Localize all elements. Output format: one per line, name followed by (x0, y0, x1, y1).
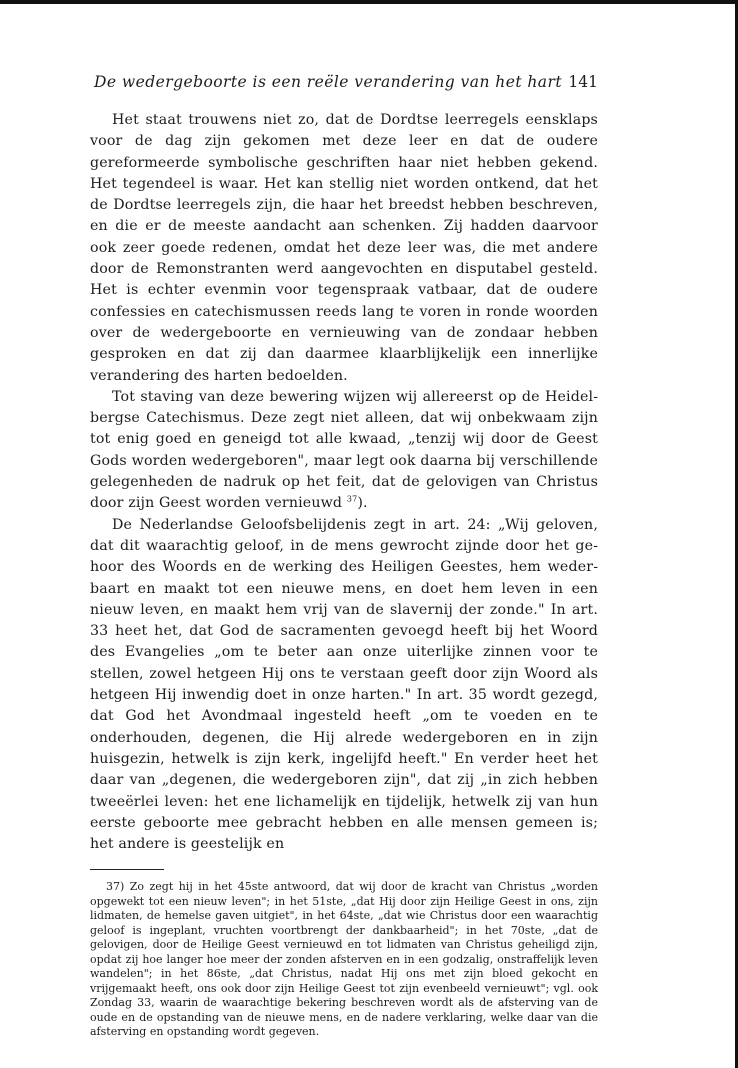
page-number: 141 (568, 73, 598, 91)
paragraph-text: Het staat trouwens niet zo, dat de Dordtse leerregels eensklaps voor de dag zijn gekomen met deze leer en dat de oudere gereformeerde symbolische geschriften haar niet hebben gekend. Het tegendeel is waar. Het kan stellig niet worden ontkend, dat het de Dordtse leerregels zijn, die haar het breedst hebben beschreven, en die er de meeste aandacht aan schenken. Zij hadden daarvoor ook zeer goede redenen, omdat het deze leer was, die met andere door de Remonstranten werd aangevochten en disputabel gesteld. Het is echter evenmin voor tegenspraak vatbaar, dat de oudere confessies en catechismussen reeds lang te voren in ronde woorden over de wedergeboorte en vernieuwing van de zondaar hebben gesproken en dat zij dan daarmee klaarblijkelijk een innerlijke verandering des harten bedoelden. (90, 112, 598, 384)
body-text (90, 110, 598, 855)
footnote-text: Zo zegt hij in het 45ste antwoord, dat wij door de kracht van Christus „worden opgewekt tot een nieuw leven"; in het 51ste, „dat Hij door zijn Heilige Geest in ons, zijn lidmaten, de hemelse gaven uitgiet", in het 64ste, „dat wie Christus door een waarachtig geloof is ingeplant, vruchten voortbrengt der dankbaarheid"; in het 70ste, „dat de gelovigen, door de Heilige Geest vernieuwd en tot lidmaten van Christus geheiligd zijn, opdat zij hoe langer hoe meer der zonden afsterven en in een godzalig, onstraffelijk leven wandelen"; in het 86ste, „dat Christus, nadat Hij ons met zijn bloed gekocht en vrijgemaakt heeft, ons ook door zijn Heilige Geest tot zijn evenbeeld vernieuwt"; vgl. ook Zondag 33, waarin de waarachtige bekering beschreven wordt als de afsterving van de oude en de opstanding van de nieuwe mens, en de nadere verklaring, welke daar van die afsterving en opstanding wordt gegeven. (90, 880, 598, 1039)
footnote-reference: 37 (346, 494, 358, 504)
scan-border-top (0, 0, 735, 4)
footnote-divider (90, 869, 164, 870)
paragraph (90, 387, 598, 515)
running-title: De wedergeboorte is een reële verandering van het hart (94, 73, 563, 91)
paragraph (90, 110, 598, 387)
paragraph-text: Tot staving van deze bewering wijzen wij allereerst op de Heidelbergse Catechismus. Deze zegt niet alleen, dat wij onbekwaam zijn tot enig goed en geneigd tot alle kwaad, „tenzij wij door de Geest Gods worden wedergeboren", maar legt ook daarna bij verschillende gelegenheden de nadruk op het feit, dat de gelovigen van Christus door zijn Geest worden vernieuwd (90, 388, 598, 512)
book-page (90, 70, 598, 1040)
footnote (90, 880, 598, 1040)
running-header (90, 70, 598, 98)
paragraph-text: De Nederlandse Geloofsbelijdenis zegt in art. 24: „Wij geloven, dat dit waarachtig geloof, in de mens gewrocht zijnde door het gehoor des Woords en de werking des Heiligen Geestes, hem wederbaart en maakt tot een nieuwe mens, en doet hem leven in een nieuw leven, en maakt hem vrij van de slavernij der zonde." In art. 33 heet het, dat God de sacramenten gevoegd heeft bij het Woord des Evangelies „om te beter aan onze uiterlijke zinnen voor te stellen, zowel hetgeen Hij ons te verstaan geeft door zijn Woord als hetgeen Hij inwendig doet in onze harten." In art. 35 wordt gezegd, dat God het Avondmaal ingesteld heeft „om te voeden en te onderhouden, degenen, die Hij alrede wedergeboren en in zijn huisgezin, hetwelk is zijn kerk, ingelijfd heeft." En verder heet het daar van „degenen, die wedergeboren zijn", dat zij „in zich hebben tweeërlei leven: het ene lichamelijk en tijdelijk, hetwelk zij van hun eerste geboorte mee gebracht hebben en alle mensen gemeen is; het andere is geestelijk en (90, 516, 598, 853)
paragraph (90, 515, 598, 856)
footnote-marker: 37) (106, 880, 125, 894)
footnote-reference-suffix: ). (357, 495, 368, 512)
